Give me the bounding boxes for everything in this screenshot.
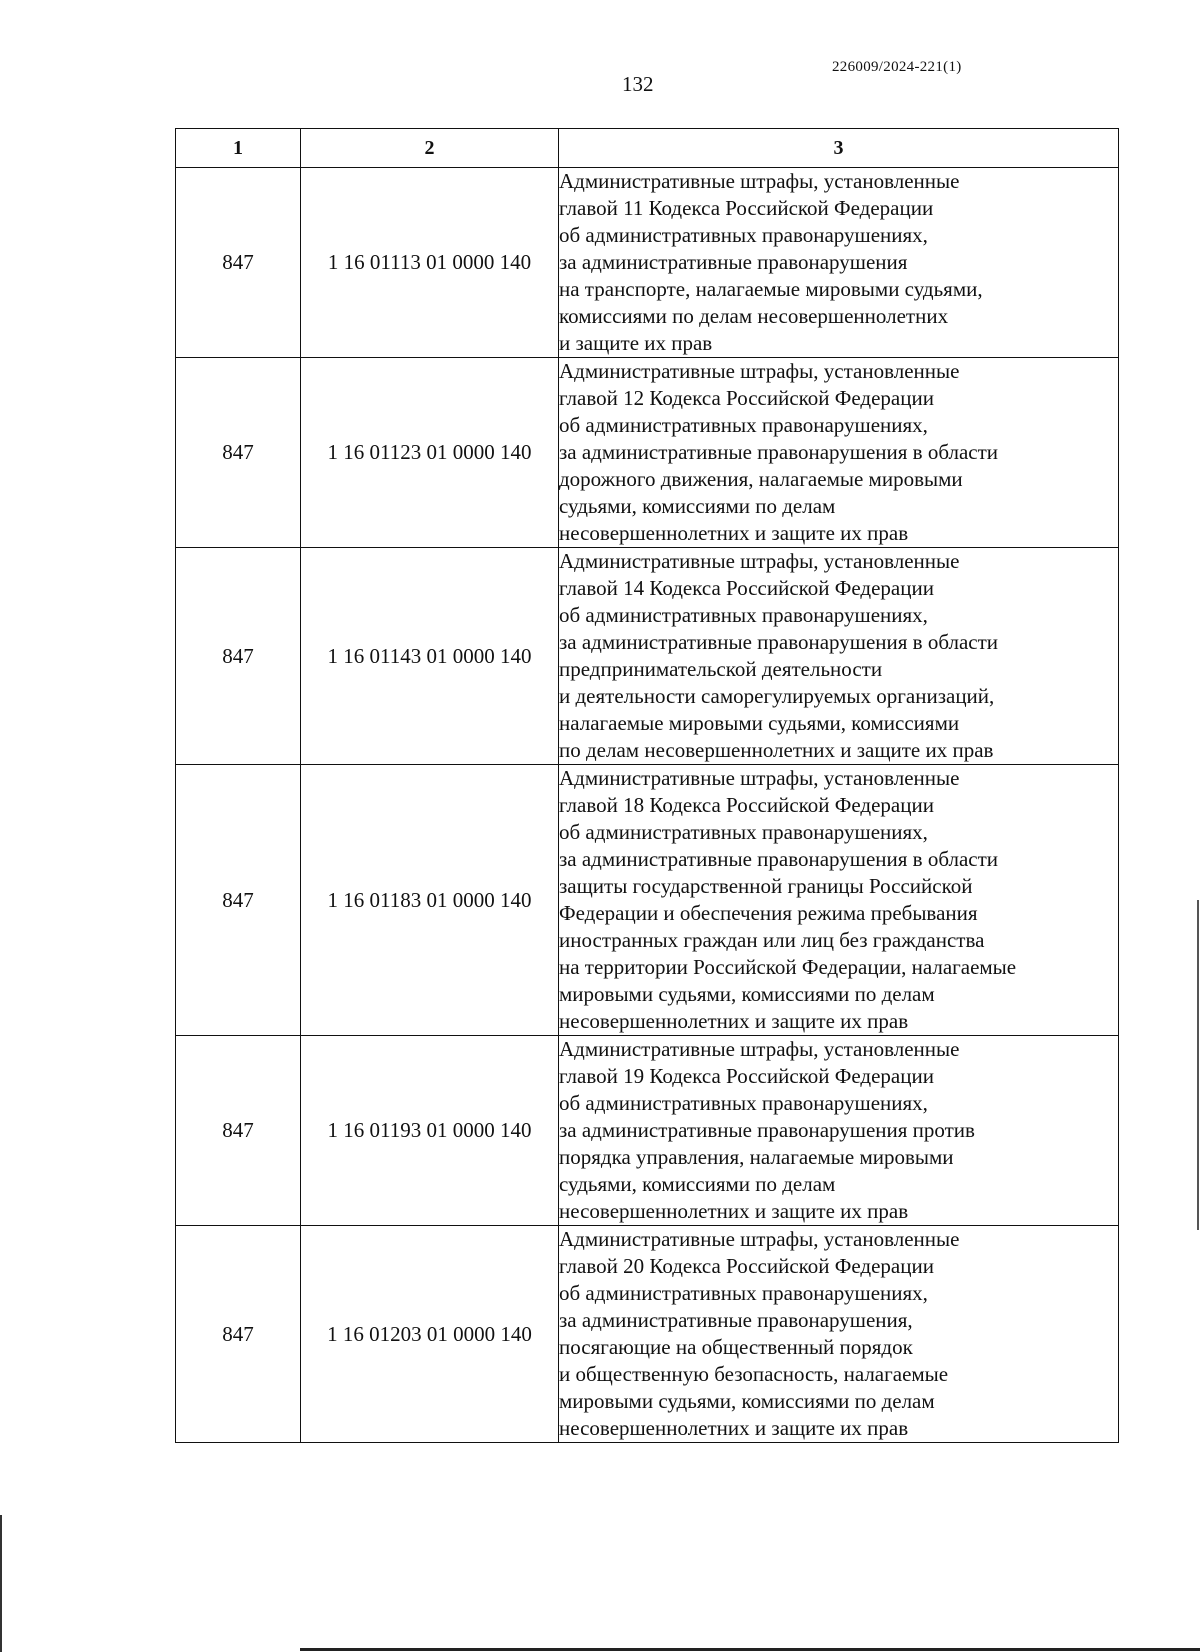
- description-line: мировыми судьями, комиссиями по делам: [559, 1389, 935, 1413]
- description-line: об административных правонарушениях,: [559, 413, 928, 437]
- description-line: главой 12 Кодекса Российской Федерации: [559, 386, 934, 410]
- description-line: несовершеннолетних и защите их прав: [559, 521, 909, 545]
- kbk-code-cell: 1 16 01123 01 0000 140: [301, 358, 559, 548]
- description-line: за административные правонарушения: [559, 250, 908, 274]
- admin-code-cell: 847: [176, 548, 301, 765]
- description-line: за административные правонарушения,: [559, 1308, 913, 1332]
- description-cell: [559, 548, 1119, 765]
- description-line: судьями, комиссиями по делам: [559, 1172, 836, 1196]
- table-row: [176, 548, 1119, 765]
- column-header-2: 2: [301, 129, 559, 168]
- description-cell: [559, 168, 1119, 358]
- description-line: предпринимательской деятельности: [559, 657, 883, 681]
- description-line: по делам несовершеннолетних и защите их прав: [559, 738, 994, 762]
- kbk-code-cell: 1 16 01183 01 0000 140: [301, 765, 559, 1036]
- description-line: об административных правонарушениях,: [559, 1091, 928, 1115]
- description-line: главой 19 Кодекса Российской Федерации: [559, 1064, 934, 1088]
- description-line: защиты государственной границы Российской: [559, 874, 973, 898]
- kbk-code-cell: 1 16 01203 01 0000 140: [301, 1226, 559, 1443]
- description-line: на территории Российской Федерации, налагаемые: [559, 955, 1017, 979]
- description-line: главой 20 Кодекса Российской Федерации: [559, 1254, 934, 1278]
- scan-edge-right: [1197, 900, 1199, 1230]
- description-line: об административных правонарушениях,: [559, 1281, 928, 1305]
- description-line: и общественную безопасность, налагаемые: [559, 1362, 949, 1386]
- description-line: Административные штрафы, установленные: [559, 1227, 960, 1251]
- table-body: [176, 168, 1119, 1443]
- description-line: на транспорте, налагаемые мировыми судьями,: [559, 277, 983, 301]
- table-row: [176, 1226, 1119, 1443]
- column-header-3: 3: [559, 129, 1119, 168]
- description-line: об административных правонарушениях,: [559, 223, 928, 247]
- scan-edge-left: [0, 1515, 2, 1652]
- kbk-code-cell: 1 16 01113 01 0000 140: [301, 168, 559, 358]
- description-line: Административные штрафы, установленные: [559, 766, 960, 790]
- description-line: несовершеннолетних и защите их прав: [559, 1199, 909, 1223]
- admin-code-cell: 847: [176, 358, 301, 548]
- description-line: налагаемые мировыми судьями, комиссиями: [559, 711, 960, 735]
- description-line: несовершеннолетних и защите их прав: [559, 1009, 909, 1033]
- kbk-code-cell: 1 16 01193 01 0000 140: [301, 1036, 559, 1226]
- description-line: об административных правонарушениях,: [559, 603, 928, 627]
- description-line: за административные правонарушения в области: [559, 440, 999, 464]
- description-cell: [559, 1036, 1119, 1226]
- admin-code-cell: 847: [176, 168, 301, 358]
- description-line: иностранных граждан или лиц без гражданства: [559, 928, 985, 952]
- description-line: об административных правонарушениях,: [559, 820, 928, 844]
- description-line: за административные правонарушения против: [559, 1118, 975, 1142]
- description-line: несовершеннолетних и защите их прав: [559, 1416, 909, 1440]
- description-line: посягающие на общественный порядок: [559, 1335, 913, 1359]
- document-number: 226009/2024-221(1): [832, 59, 962, 75]
- budget-codes-table: [175, 128, 1119, 1443]
- description-line: Административные штрафы, установленные: [559, 549, 960, 573]
- description-line: Административные штрафы, установленные: [559, 1037, 960, 1061]
- column-header-1: 1: [176, 129, 301, 168]
- kbk-code-cell: 1 16 01143 01 0000 140: [301, 548, 559, 765]
- table-row: [176, 765, 1119, 1036]
- table-header-row: [176, 129, 1119, 168]
- description-line: главой 18 Кодекса Российской Федерации: [559, 793, 934, 817]
- admin-code-cell: 847: [176, 1226, 301, 1443]
- description-line: главой 11 Кодекса Российской Федерации: [559, 196, 934, 220]
- description-line: мировыми судьями, комиссиями по делам: [559, 982, 935, 1006]
- description-line: дорожного движения, налагаемые мировыми: [559, 467, 963, 491]
- description-line: порядка управления, налагаемые мировыми: [559, 1145, 954, 1169]
- description-line: Административные штрафы, установленные: [559, 169, 960, 193]
- table-row: [176, 358, 1119, 548]
- description-line: главой 14 Кодекса Российской Федерации: [559, 576, 934, 600]
- description-line: за административные правонарушения в области: [559, 847, 999, 871]
- page-number: 132: [622, 72, 654, 96]
- description-line: Административные штрафы, установленные: [559, 359, 960, 383]
- description-cell: [559, 1226, 1119, 1443]
- description-line: комиссиями по делам несовершеннолетних: [559, 304, 949, 328]
- description-cell: [559, 358, 1119, 548]
- description-line: и защите их прав: [559, 331, 713, 355]
- table-row: [176, 168, 1119, 358]
- description-line: за административные правонарушения в области: [559, 630, 999, 654]
- description-line: судьями, комиссиями по делам: [559, 494, 836, 518]
- admin-code-cell: 847: [176, 1036, 301, 1226]
- table-row: [176, 1036, 1119, 1226]
- description-line: Федерации и обеспечения режима пребывания: [559, 901, 978, 925]
- description-line: и деятельности саморегулируемых организаций,: [559, 684, 995, 708]
- description-cell: [559, 765, 1119, 1036]
- admin-code-cell: 847: [176, 765, 301, 1036]
- scan-edge-bottom: [300, 1648, 1200, 1651]
